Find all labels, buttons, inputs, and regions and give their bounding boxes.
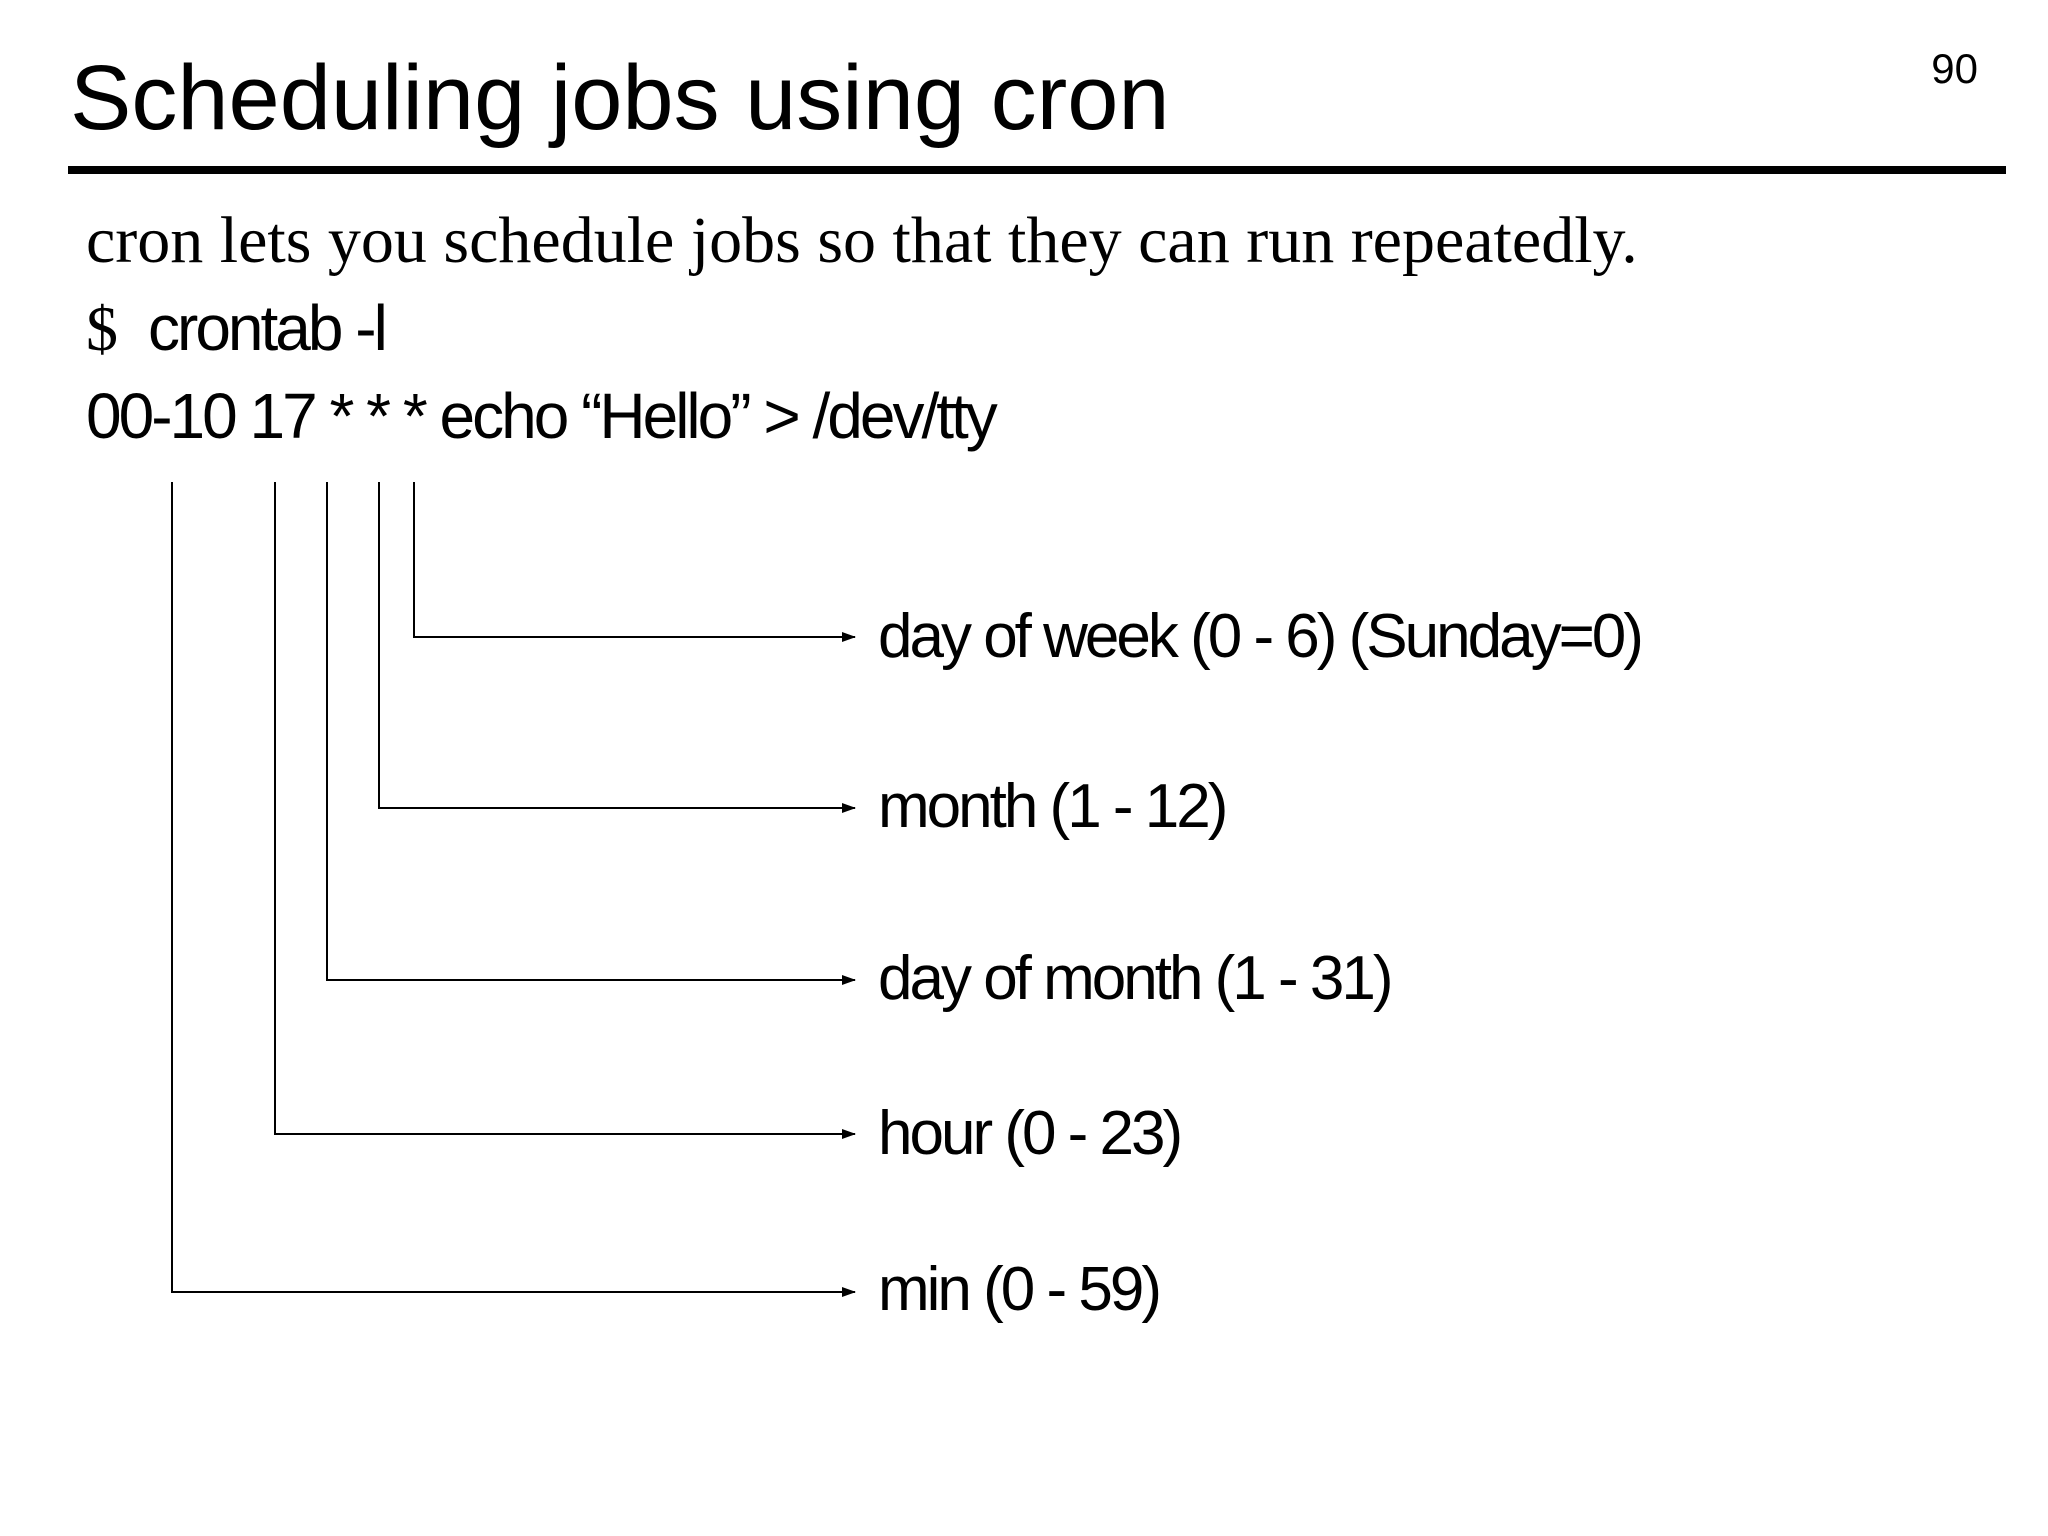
- crontab-command: crontab -l: [148, 292, 385, 364]
- min-label: min (0 - 59): [878, 1255, 1159, 1324]
- intro-text: cron lets you schedule jobs so that they can run repeatedly.: [86, 204, 1638, 277]
- day-of-month-connector: [327, 482, 855, 980]
- shell-prompt: $: [86, 293, 118, 364]
- page-number: 90: [1931, 45, 1978, 92]
- slide-title: Scheduling jobs using cron: [70, 47, 1170, 149]
- day-of-month-label: day of month (1 - 31): [878, 944, 1391, 1013]
- cron-entry: 00-10 17 * * * echo “Hello” > /dev/tty: [86, 380, 995, 452]
- month-connector: [379, 482, 855, 808]
- day-of-week-connector: [414, 482, 855, 637]
- month-label: month (1 - 12): [878, 772, 1226, 841]
- day-of-week-label: day of week (0 - 6) (Sunday=0): [878, 602, 1641, 671]
- hour-label: hour (0 - 23): [878, 1099, 1181, 1168]
